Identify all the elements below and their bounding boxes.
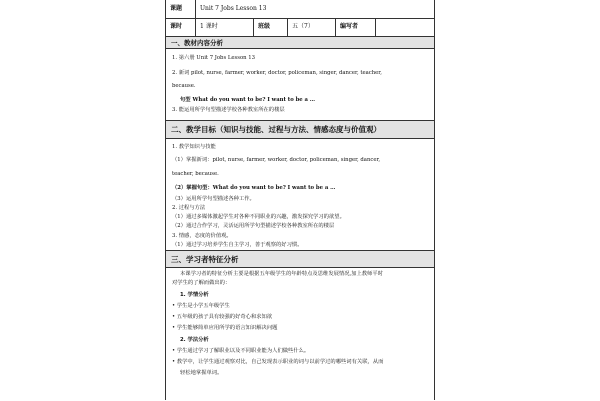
section-content-analysis [166, 36, 434, 121]
objective-line: （3）运用所学句型描述各种工作。 [172, 196, 255, 202]
section-title: 二、教学目标（知识与技能、过程与方法、情感态度与价值观） [166, 121, 434, 139]
class-value: 五（7） [288, 18, 336, 36]
section-teaching-objectives [166, 120, 434, 251]
period-value: 1 课时 [196, 18, 254, 36]
intro-paragraph: 本课学习者的特征分析主要是根据五年级学生的年龄特点及思维发展情况,加上教师平时 [180, 271, 383, 277]
objective-line: （1）通过学习培养学生自主学习，善于观察的好习惯。 [172, 242, 303, 248]
sentence-pattern-line: 句型 What do you want to be? I want to be a … [180, 97, 316, 103]
objective-line: （1）通过多媒体激起学生对各种不同职业的兴趣，激发探究学习的欲望。 [172, 214, 345, 220]
objective-line: （2）掌握句型：What do you want to be? I want to be a … [172, 185, 336, 191]
subheading-learning-method: 2. 学法分析 [180, 337, 209, 343]
topic-label: 课题 [166, 0, 196, 18]
header-row-info [166, 18, 434, 36]
bullet-item: • 教学中，让学生通过观察对比，自己发现表示职业的词与以前学过的哪些词有关联，从而 [172, 359, 384, 365]
intro-paragraph-cont: 对学生的了解而做出的： [172, 280, 231, 286]
bullet-item: • 学生通过学习了解职业以及不同职业能为人们做些什么。 [172, 348, 310, 354]
header-row-topic [166, 0, 434, 19]
author-label: 编写者 [336, 18, 376, 36]
period-label: 课时 [166, 18, 196, 36]
section-title: 三、学习者特征分析 [166, 251, 434, 268]
objective-line: teacher, because. [172, 171, 219, 177]
textbook-line: 1. 第六册 Unit 7 Jobs Lesson 13 [172, 55, 255, 61]
section-title: 一、教材内容分析 [166, 37, 434, 49]
goal-line: 3. 能运用所学句型描述学校各种教室所在的楼层 [172, 107, 285, 113]
objective-line: （2）通过合作学习，灵活运用所学句型描述学校各种教室所在的楼层 [172, 223, 335, 229]
objective-line: 2. 过程与方法 [172, 205, 206, 211]
class-label: 班级 [254, 18, 288, 36]
author-value [376, 18, 434, 36]
section-learner-analysis [166, 250, 434, 401]
bullet-item: • 学生是小学五年级学生 [172, 303, 230, 309]
topic-value: Unit 7 Jobs Lesson 13 [200, 5, 267, 12]
new-words-line: 2. 新词 pilot, nurse, farmer, worker, doctor, policeman, singer, dancer, teacher, [172, 70, 382, 76]
header-table [166, 0, 434, 37]
bullet-item-cont: 轻松地掌握单词。 [180, 370, 223, 376]
bullet-item: • 学生能够简单应用所学的语言知识解决问题 [172, 325, 278, 331]
lesson-plan-page [165, 0, 435, 400]
subheading-learning-situation: 1. 学情分析 [180, 292, 209, 298]
objective-line: 1. 教学知识与技能 [172, 144, 216, 150]
objective-line: 3. 情感，态度的价值观。 [172, 233, 232, 239]
bullet-item: • 五年级的孩子具有较强的好奇心和求知欲 [172, 314, 273, 320]
new-words-cont: because. [172, 83, 196, 89]
objective-line: （1）掌握新词：pilot, nurse, farmer, worker, doctor, policeman, singer, dancer, [172, 157, 381, 163]
